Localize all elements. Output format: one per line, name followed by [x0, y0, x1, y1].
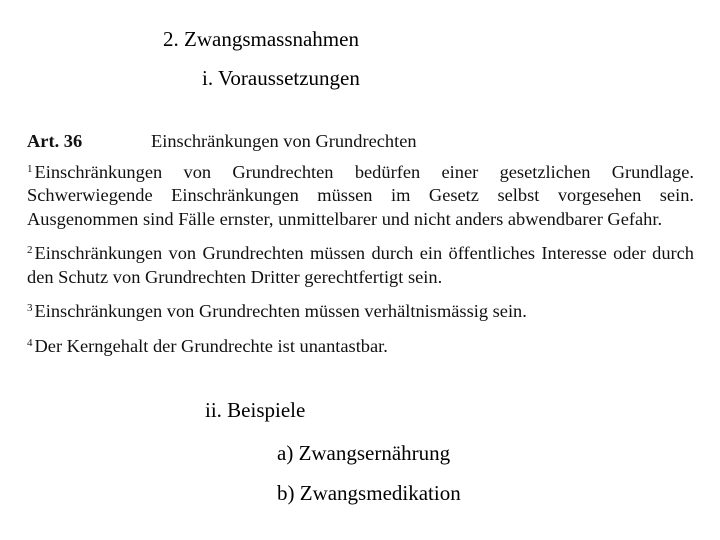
- paragraph-text: Der Kerngehalt der Grundrechte ist unantastbar.: [34, 335, 388, 356]
- paragraph-number: 1: [27, 162, 33, 175]
- example-item-zwangsmedikation: b) Zwangsmedikation: [277, 481, 461, 505]
- article-paragraph-4: [27, 332, 694, 359]
- article-title: Einschränkungen von Grundrechten: [151, 131, 417, 151]
- article-paragraph-3: [27, 297, 694, 324]
- article-paragraph-2: [27, 239, 694, 289]
- paragraph-text: Einschränkungen von Grundrechten müssen durch ein öffentliches Interesse oder durch den Schutz von Grundrechten Dritter gerechtfertigt sein.: [27, 243, 694, 287]
- section-heading-voraussetzungen: i. Voraussetzungen: [202, 66, 360, 90]
- section-heading-beispiele: ii. Beispiele: [205, 398, 306, 422]
- slide-title: 2. Zwangsmassnahmen: [163, 27, 359, 51]
- example-item-zwangsernaehrung: a) Zwangsernährung: [277, 441, 451, 465]
- article-header: [27, 130, 694, 154]
- paragraph-text: Einschränkungen von Grundrechten bedürfen einer gesetzlichen Grundlage. Schwerwiegende Einschränkungen müssen im Gesetz selbst vorgesehen sein. Ausgenommen sind Fälle ernster, unmittelbarer und nicht anders abwendbarer Gefahr.: [27, 161, 694, 229]
- article-paragraph-1: [27, 158, 694, 232]
- paragraph-number: 3: [27, 302, 33, 314]
- article-excerpt: [27, 130, 694, 366]
- paragraph-text: Einschränkungen von Grundrechten müssen verhältnismässig sein.: [34, 301, 527, 321]
- article-number: Art. 36: [27, 131, 83, 151]
- paragraph-number: 4: [27, 336, 33, 349]
- paragraph-number: 2: [27, 244, 33, 256]
